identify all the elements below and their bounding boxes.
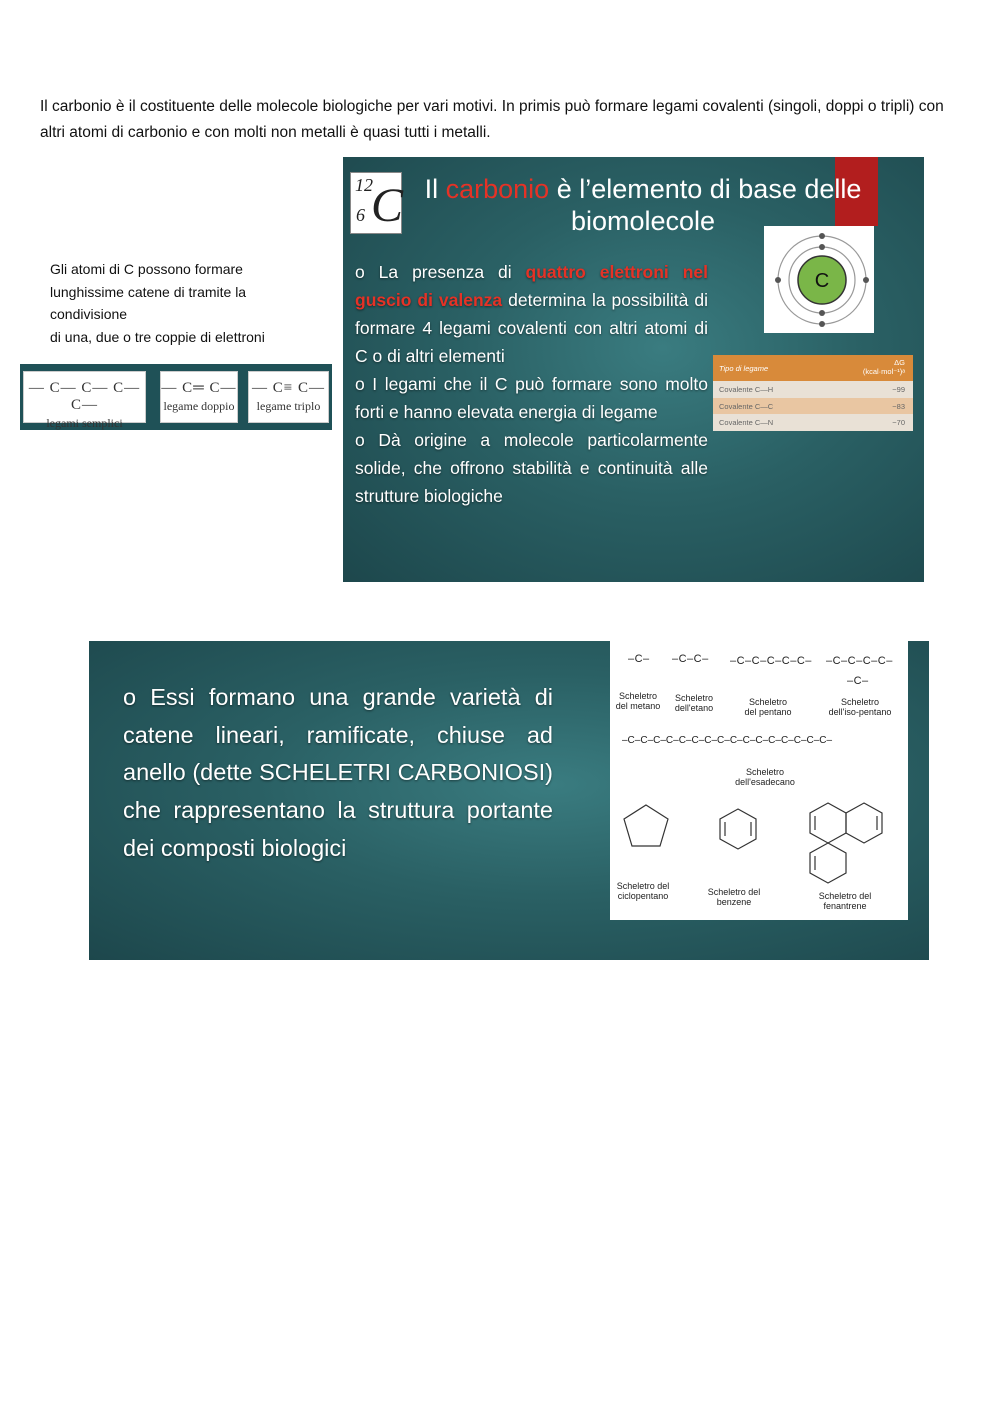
bullet-stability: o Dà origine a molecole particolarmente solide, che offrono stabilità e continuità alle strutture biologiche [355,430,708,506]
chain-metano: –C– [628,653,650,665]
bond-formula: — C— C— C— C— [28,380,141,413]
slide-bullets [355,258,708,510]
ring-structures [610,791,908,886]
bond-formula: — C═ C— [161,380,237,396]
caption-fenantrene: Scheletro del fenantrene [818,891,872,911]
title-pre: Il [424,174,446,204]
chain-isopentano: –C–C–C–C– [826,655,893,667]
chain-etano: –C–C– [672,653,709,665]
slide-bullet: o Essi formano una grande varietà di catene lineari, ramificate, chiuse ad anello (dette SCHELETRI CARBONIOSI) che rappresentano la struttura portante dei composti biologici [123,684,553,861]
chain-isopentano-branch: –C– [847,675,869,687]
chain-esadecano: –C–C–C–C–C–C–C–C–C–C–C–C–C–C–C–C– [622,735,833,746]
atomic-number: 6 [356,205,365,225]
title-post: è l’elemento di base delle biomolecole [549,174,862,236]
triple-bond-card [248,371,329,423]
bond-caption: legame triplo [256,399,321,413]
atom-symbol: C [814,270,830,292]
title-highlight: carbonio [445,174,550,204]
cell: Covalente C—N [719,418,774,427]
bullet-valence [355,258,708,370]
carbon-skeletons-slide [89,641,929,960]
table-row [713,414,913,431]
caption-etano: Scheletro dell'etano [674,693,714,713]
bullet-energy: o I legami che il C può formare sono molto forti e hanno elevata energia di legame [355,374,708,422]
side-note-line: di una, due o tre coppie di elettroni [50,328,265,345]
carbon-atom-diagram [764,226,874,333]
bond-caption: legami semplici [46,416,123,430]
double-bond-card [160,371,238,423]
carbon-slide [343,157,924,582]
cell: −70 [892,418,905,427]
bullet-text: determina la possibilità di formare 4 legami covalenti con altri atomi di C o di altri elementi [355,290,708,366]
column-header: ΔG (kcal·mol⁻¹)ᵃ [862,358,905,376]
mass-number: 12 [355,175,373,195]
carbon-skeletons-figure [610,641,908,920]
bond-types-figure [20,364,332,430]
column-header: Tipo di legame [719,364,769,373]
bullet-highlight: quattro elettroni nel guscio di valenza [355,262,708,310]
caption-pentano: Scheletro del pentano [744,697,792,717]
caption-ciclopentano: Scheletro del ciclopentano [616,881,670,901]
bullet-text: o La presenza di [355,262,526,282]
single-bond-card [23,371,146,430]
table-header [713,355,913,381]
caption-benzene: Scheletro del benzene [707,887,761,907]
caption-esadecano: Scheletro dell'esadecano [735,767,795,787]
side-note-line: lunghissime catene di tramite la [50,283,247,300]
table-row [713,398,913,415]
side-note [50,258,310,348]
element-symbol: C [371,179,404,232]
caption-metano: Scheletro del metano [615,691,661,711]
carbon-element-symbol [350,172,402,234]
side-note-line: Gli atomi di C possono formare [50,261,243,277]
caption-isopentano: Scheletro dell'iso-pentano [828,697,892,717]
bond-formula: — C≡ C— [252,380,325,396]
bond-caption: legame doppio [163,399,235,413]
cell: −83 [892,401,905,411]
cell: Covalente C—C [719,401,774,411]
cell: Covalente C—H [719,385,774,394]
table-row [713,381,913,398]
bond-energy-table [713,355,913,431]
cell: −99 [892,385,905,394]
intro-paragraph: Il carbonio è il costituente delle molecole biologiche per vari motivi. In primis può formare legami covalenti (singoli, doppi o tripli) con altri atomi di carbonio e con molti non metalli è quasi tutti i metalli. [40,98,944,141]
side-note-line: condivisione [50,306,128,322]
chain-pentano: –C–C–C–C–C– [730,655,812,667]
